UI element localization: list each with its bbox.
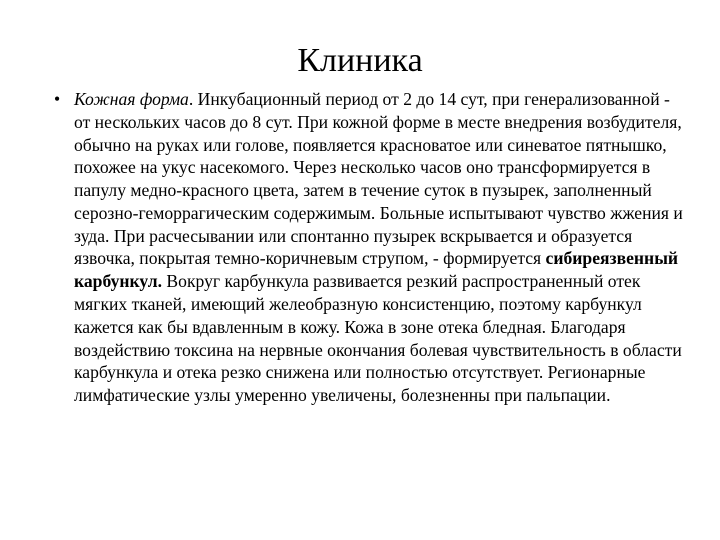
slide-body (36, 88, 688, 407)
paragraph-segment-1: . Инкубационный период от 2 до 14 сут, при генерализованной - от нескольких часов до 8 сут. При кожной форме в месте внедрения возбудителя, обычно на руках или голове, появляется красноватое или синеватое пятнышко, похожее на укус насекомого. Через несколько часов оно трансформируется в папулу медно-красного цвета, затем в течение суток в пузырек, заполненный серозно-геморрагическим содержимым. Больные испытывают чувство жжения и зуда. При расчесывании или спонтанно пузырек вскрывается и образуется язвочка, покрытая темно-коричневым струпом, - формируется (74, 89, 683, 269)
paragraph-text (74, 88, 688, 407)
lead-term-italic: Кожная форма (74, 89, 189, 109)
paragraph-segment-2: Вокруг карбункула развивается резкий распространенный отек мягких тканей, имеющий желеобразную консистенцию, поэтому карбункул кажется как бы вдавленным в кожу. Кожа в зоне отека бледная. Благодаря воздействию токсина на нервные окончания болевая чувствительность в области карбункула и отека резко снижена или полностью отсутствует. Регионарные лимфатические узлы умеренно увеличены, болезненны при пальпации. (74, 271, 682, 406)
key-term-bold: сибиреязвенный карбункул. (74, 248, 679, 292)
list-item (36, 88, 688, 407)
bullet-marker-icon: • (54, 89, 61, 109)
page-title: Клиника (297, 42, 423, 79)
